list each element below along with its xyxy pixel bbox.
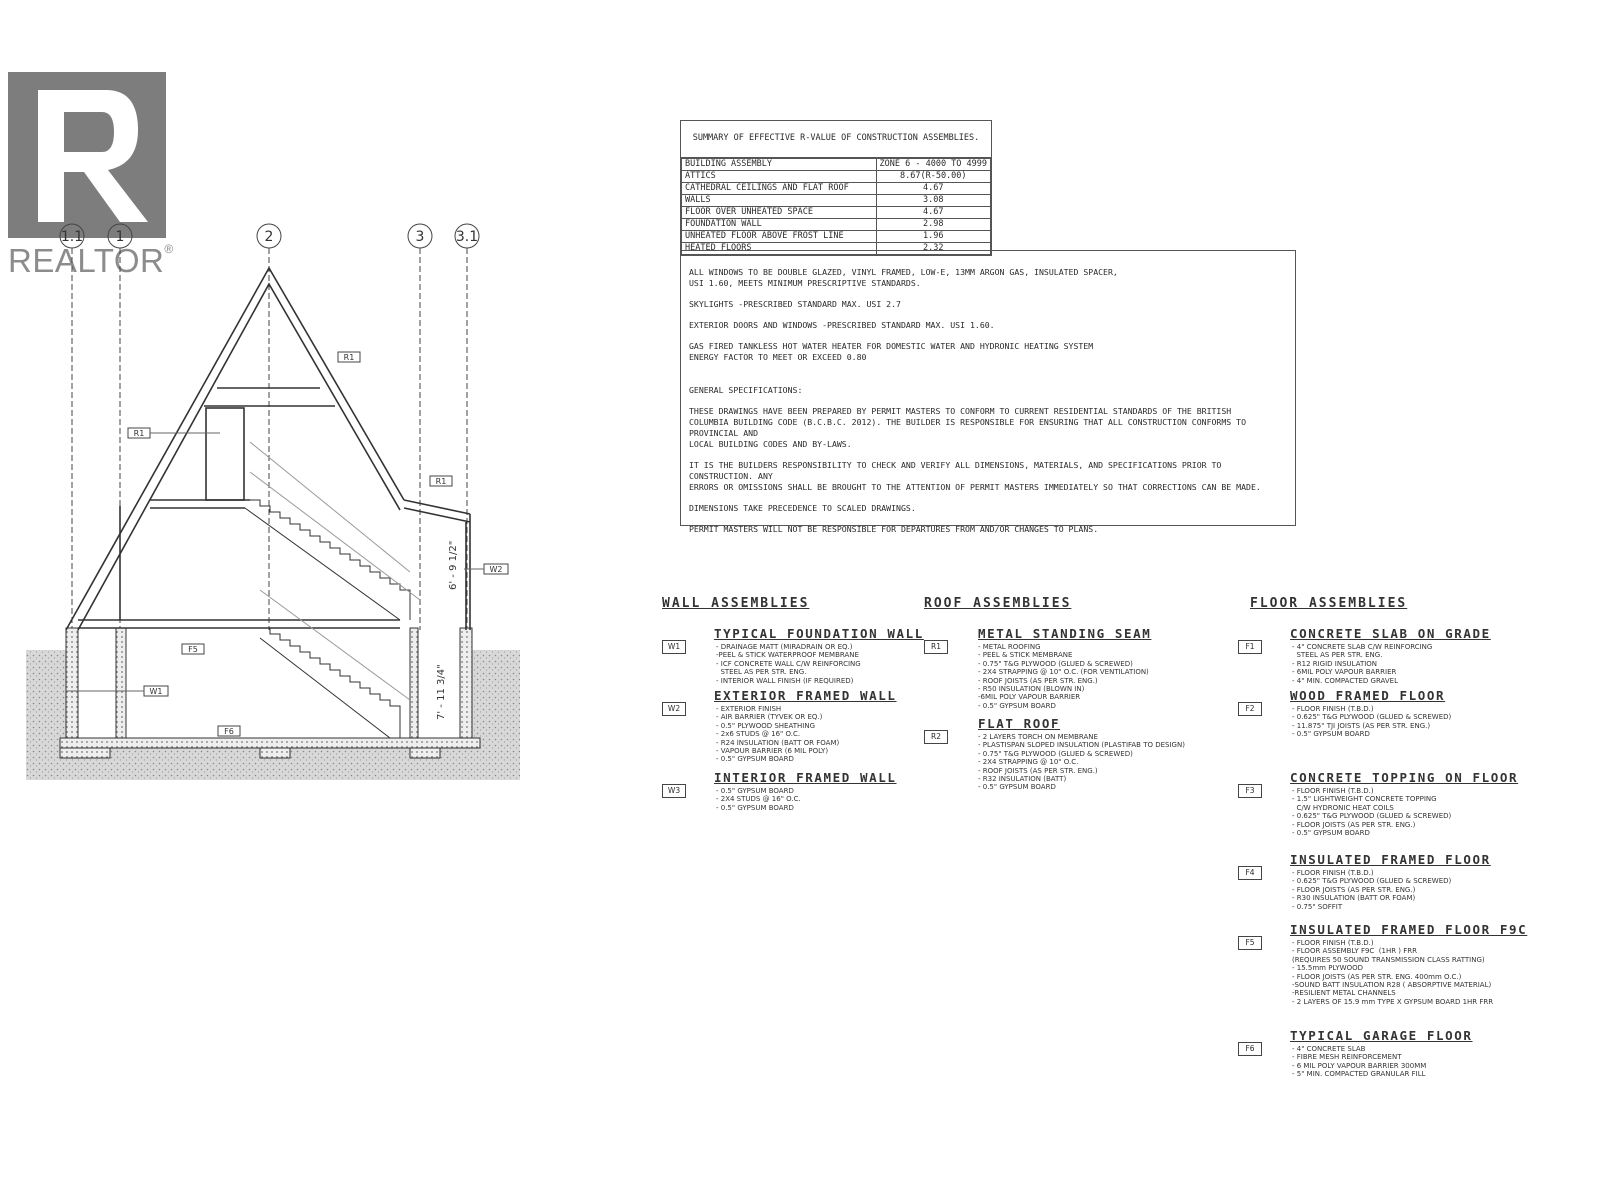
note-skylights: SKYLIGHTS -PRESCRIBED STANDARD MAX. USI 2.7 — [689, 299, 901, 309]
roof-title-r2: FLAT ROOF — [978, 716, 1061, 731]
floor-lines-f4: - FLOOR FINISH (T.B.D.) - 0.625" T&G PLYWOOD (GLUED & SCREWED) - FLOOR JOISTS (AS PER STR. ENG.) - R30 INSULATION (BATT OR FOAM) - 0.75" SOFFIT — [1292, 869, 1452, 911]
roof-title-r1: METAL STANDING SEAM — [978, 626, 1152, 641]
floor-title-f1: CONCRETE SLAB ON GRADE — [1290, 626, 1491, 641]
note-responsibility: IT IS THE BUILDERS RESPONSIBILITY TO CHECK AND VERIFY ALL DIMENSIONS, MATERIALS, AND SPECIFICATIONS PRIOR TO CONSTRUCTION. ANY ERRORS OR OMISSIONS SHALL BE BROUGHT TO THE ATTENTION OF PERMIT MASTERS IMMEDIATELY SO THAT CORRECTIONS CAN BE MADE. — [689, 460, 1261, 492]
floor-code-f6: F6 — [1238, 1042, 1262, 1056]
wall-lines-w3: - 0.5" GYPSUM BOARD - 2X4 STUDS @ 16" O.C. - 0.5" GYPSUM BOARD — [716, 787, 801, 812]
floor-code-f5: F5 — [1238, 936, 1262, 950]
wall-code-w3: W3 — [662, 784, 686, 798]
rvalue-table — [680, 120, 992, 256]
rvalue-table-title: SUMMARY OF EFFECTIVE R-VALUE OF CONSTRUCTION ASSEMBLIES. — [681, 121, 991, 158]
table-header-cell: ZONE 6 - 4000 TO 4999 — [876, 159, 990, 171]
floor-title-f4: INSULATED FRAMED FLOOR — [1290, 852, 1491, 867]
floor-lines-f3: - FLOOR FINISH (T.B.D.) - 1.5" LIGHTWEIGHT CONCRETE TOPPING C/W HYDRONIC HEAT COILS - 0.625" T&G PLYWOOD (GLUED & SCREWED) - FLOOR JOISTS (AS PER STR. ENG.) - 0.5" GYPSUM BOARD — [1292, 787, 1452, 838]
floor-lines-f5: - FLOOR FINISH (T.B.D.) - FLOOR ASSEMBLY F9C (1HR ) FRR (REQUIRES 50 SOUND TRANSMISSION CLASS RATTING) - 15.5mm PLYWOOD - FLOOR JOISTS (AS PER STR. ENG. 400mm O.C.) -SOUND BATT INSULATION R28 ( ABSORPTIVE MATERIAL) -RESILIENT METAL CHANNELS - 2 LAYERS OF 15.9 mm TYPE X GYPSUM BOARD 1HR FRR — [1292, 939, 1494, 1006]
table-row — [682, 231, 991, 243]
tag-w2: W2 — [489, 565, 503, 574]
floor-title-f2: WOOD FRAMED FLOOR — [1290, 688, 1446, 703]
wall-title-w1: TYPICAL FOUNDATION WALL — [714, 626, 924, 641]
note-doors: EXTERIOR DOORS AND WINDOWS -PRESCRIBED STANDARD MAX. USI 1.60. — [689, 320, 995, 330]
table-header-cell: BUILDING ASSEMBLY — [682, 159, 877, 171]
table-cell: 4.67 — [876, 183, 990, 195]
floor-title-f3: CONCRETE TOPPING ON FLOOR — [1290, 770, 1519, 785]
note-dimensions: DIMENSIONS TAKE PRECEDENCE TO SCALED DRAWINGS. — [689, 503, 916, 513]
floor-title-f5: INSULATED FRAMED FLOOR F9C — [1290, 922, 1528, 937]
grid-label-1-1: 1.1 — [60, 229, 84, 245]
floor-code-f1: F1 — [1238, 640, 1262, 654]
floor-assemblies-heading: FLOOR ASSEMBLIES — [1250, 596, 1408, 611]
table-cell: UNHEATED FLOOR ABOVE FROST LINE — [682, 231, 877, 243]
wall-lines-w1: - DRAINAGE MATT (MIRADRAIN OR EQ.) -PEEL & STICK WATERPROOF MEMBRANE - ICF CONCRETE WALL C/W REINFORCING STEEL AS PER STR. ENG. - INTERIOR WALL FINISH (IF REQUIRED) — [716, 643, 861, 685]
grid-label-3: 3 — [415, 229, 425, 245]
table-cell: CATHEDRAL CEILINGS AND FLAT ROOF — [682, 183, 877, 195]
table-row — [682, 195, 991, 207]
table-cell: ATTICS — [682, 171, 877, 183]
watermark-brand: REALTOR — [8, 242, 165, 279]
table-row — [682, 171, 991, 183]
tag-r1-right: R1 — [435, 477, 447, 486]
tag-r1-top: R1 — [343, 353, 355, 362]
building-section-drawing — [20, 210, 520, 800]
wall-lines-w2: - EXTERIOR FINISH - AIR BARRIER (TYVEK OR EQ.) - 0.5" PLYWOOD SHEATHING - 2x6 STUDS @ 16" O.C. - R24 INSULATION (BATT OR FOAM) - VAPOUR BARRIER (6 MIL POLY) - 0.5" GYPSUM BOARD — [716, 705, 840, 764]
table-cell: WALLS — [682, 195, 877, 207]
table-cell: 4.67 — [876, 207, 990, 219]
table-row — [682, 183, 991, 195]
table-cell: FOUNDATION WALL — [682, 219, 877, 231]
dim-lower: 7' - 11 3/4" — [436, 664, 447, 720]
dim-upper: 6' - 9 1/2" — [448, 540, 459, 590]
floor-code-f3: F3 — [1238, 784, 1262, 798]
roof-frame — [66, 268, 470, 630]
grid-label-2: 2 — [264, 229, 274, 245]
roof-code-r2: R2 — [924, 730, 948, 744]
note-drawings: THESE DRAWINGS HAVE BEEN PREPARED BY PERMIT MASTERS TO CONFORM TO CURRENT RESIDENTIAL STANDARDS OF THE BRITISH COLUMBIA BUILDING CODE (B.C.B.C. 2012). THE BUILDER IS RESPONSIBLE FOR ENSURING THAT ALL CONSTRUCTION CONFORMS TO PROVINCIAL AND LOCAL BUILDING CODES AND BY-LAWS. — [689, 406, 1247, 449]
wall-title-w2: EXTERIOR FRAMED WALL — [714, 688, 897, 703]
note-general-heading: GENERAL SPECIFICATIONS: — [689, 385, 803, 395]
floor-lines-f6: - 4" CONCRETE SLAB - FIBRE MESH REINFORCEMENT - 6 MIL POLY VAPOUR BARRIER 300MM - 5" MIN. COMPACTED GRANULAR FILL — [1292, 1045, 1427, 1079]
general-notes — [680, 250, 1296, 534]
roof-code-r1: R1 — [924, 640, 948, 654]
table-cell: 2.98 — [876, 219, 990, 231]
table-cell: FLOOR OVER UNHEATED SPACE — [682, 207, 877, 219]
roof-assemblies-heading: ROOF ASSEMBLIES — [924, 596, 1072, 611]
floor-lines-f2: - FLOOR FINISH (T.B.D.) - 0.625" T&G PLYWOOD (GLUED & SCREWED) - 11.875" TJI JOISTS (AS PER STR. ENG.) - 0.5" GYPSUM BOARD — [1292, 705, 1452, 739]
tag-f5: F5 — [188, 645, 198, 654]
floor-code-f4: F4 — [1238, 866, 1262, 880]
roof-lines-r2: - 2 LAYERS TORCH ON MEMBRANE - PLASTISPAN SLOPED INSULATION (PLASTIFAB TO DESIGN) - 0.75" T&G PLYWOOD (GLUED & SCREWED) - 2X4 STRAPPING @ 10" O.C. - ROOF JOISTS (AS PER STR. ENG.) - R32 INSULATION (BATT) - 0.5" GYPSUM BOARD — [978, 733, 1185, 792]
tag-r1-left: R1 — [133, 429, 145, 438]
table-cell: 3.08 — [876, 195, 990, 207]
floor-lines-f1: - 4" CONCRETE SLAB C/W REINFORCING STEEL AS PER STR. ENG. - R12 RIGID INSULATION - 6MIL POLY VAPOUR BARRIER - 4" MIN. COMPACTED GRAVEL — [1292, 643, 1433, 685]
grid-label-1: 1 — [115, 229, 125, 245]
floor-title-f6: TYPICAL GARAGE FLOOR — [1290, 1028, 1473, 1043]
table-cell: 8.67(R-50.00) — [876, 171, 990, 183]
table-cell: 2.32 — [876, 243, 990, 255]
wall-assemblies-heading: WALL ASSEMBLIES — [662, 596, 810, 611]
tag-w1: W1 — [149, 687, 163, 696]
table-row — [682, 219, 991, 231]
watermark-registered: ® — [164, 242, 174, 256]
note-windows: ALL WINDOWS TO BE DOUBLE GLAZED, VINYL FRAMED, LOW-E, 13MM ARGON GAS, INSULATED SPACER, USI 1.60, MEETS MINIMUM PRESCRIPTIVE STANDARDS. — [689, 267, 1118, 288]
tag-f6: F6 — [224, 727, 234, 736]
roof-lines-r1: - METAL ROOFING - PEEL & STICK MEMBRANE - 0.75" T&G PLYWOOD (GLUED & SCREWED) - 2X4 STRAPPING @ 10" O.C. (FOR VENTILATION) - ROOF JOISTS (AS PER STR. ENG.) - R50 INSULATION (BLOWN IN) -6MIL POLY VAPOUR BARRIER - 0.5" GYPSUM BOARD — [978, 643, 1149, 710]
note-water-heater: GAS FIRED TANKLESS HOT WATER HEATER FOR DOMESTIC WATER AND HYDRONIC HEATING SYSTEM ENERGY FACTOR TO MEET OR EXCEED 0.80 — [689, 341, 1094, 362]
wall-code-w1: W1 — [662, 640, 686, 654]
floor-code-f2: F2 — [1238, 702, 1262, 716]
floor-lines — [78, 500, 400, 628]
note-departures: PERMIT MASTERS WILL NOT BE RESPONSIBLE FOR DEPARTURES FROM AND/OR CHANGES TO PLANS. — [689, 524, 1099, 534]
table-cell: 1.96 — [876, 231, 990, 243]
table-header-row — [682, 159, 991, 171]
wall-title-w3: INTERIOR FRAMED WALL — [714, 770, 897, 785]
grid-label-3-1: 3.1 — [455, 229, 479, 245]
wall-code-w2: W2 — [662, 702, 686, 716]
table-cell: HEATED FLOORS — [682, 243, 877, 255]
table-row — [682, 207, 991, 219]
